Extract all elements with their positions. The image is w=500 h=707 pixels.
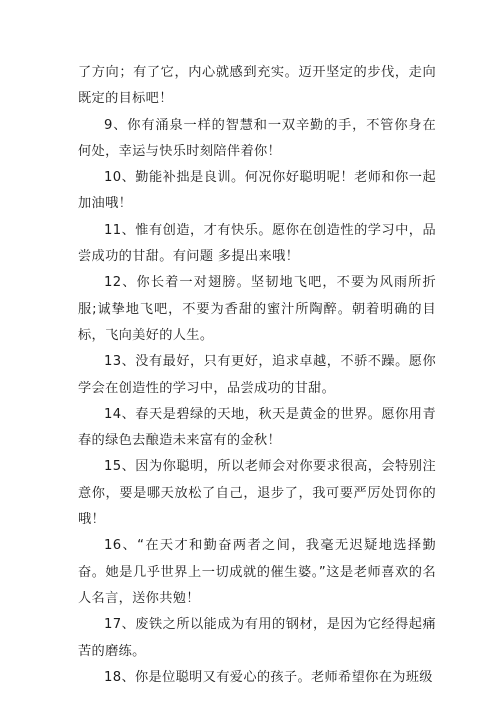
paragraph-14: 14、春天是碧绿的天地，秋天是黄金的世界。愿你用青春的绿色去酿造未来富有的金秋！ — [78, 406, 436, 449]
paragraph-18: 18、你是位聪明又有爱心的孩子。老师希望你在为班级 — [104, 669, 433, 685]
paragraph-10: 10、勤能补拙是良训。何况你好聪明呢！老师和你一起加油哦！ — [78, 170, 436, 212]
paragraph-12: 12、你长着一对翅膀。坚韧地飞吧，不要为风雨所折服;诚挚地飞吧，不要为香甜的蜜汁所陶醉。朝着明确的目标，飞向美好的人生。 — [78, 275, 436, 343]
paragraph-15: 15、因为你聪明，所以老师会对你要求很高，会特别注意你，要是哪天放松了自己，退步了，我可要严厉处罚你的哦！ — [78, 459, 436, 528]
paragraph-13: 13、没有最好，只有更好，追求卓越，不骄不躁。愿你学会在创造性的学习中，品尝成功的甘甜。 — [78, 354, 436, 396]
paragraph-11: 11、惟有创造，才有快乐。愿你在创造性的学习中，品尝成功的甘甜。有问题 多提出来哦！ — [78, 222, 436, 265]
paragraph-16: 16、“在天才和勤奋两者之间，我毫无迟疑地选择勤奋。她是几乎世界上一切成就的催生婆。”这是老师喜欢的名人名言，送你共勉！ — [78, 538, 436, 606]
document-body — [78, 60, 436, 691]
paragraph-17: 17、废铁之所以能成为有用的钢材，是因为它经得起痛苦的磨练。 — [78, 617, 436, 659]
paragraph-9: 9、你有涌泉一样的智慧和一双辛勤的手，不管你身在何处，幸运与快乐时刻陪伴着你！ — [78, 117, 436, 159]
paragraph-continued: 了方向；有了它，内心就感到充实。迈开坚定的步伐，走向既定的目标吧！ — [78, 65, 436, 107]
